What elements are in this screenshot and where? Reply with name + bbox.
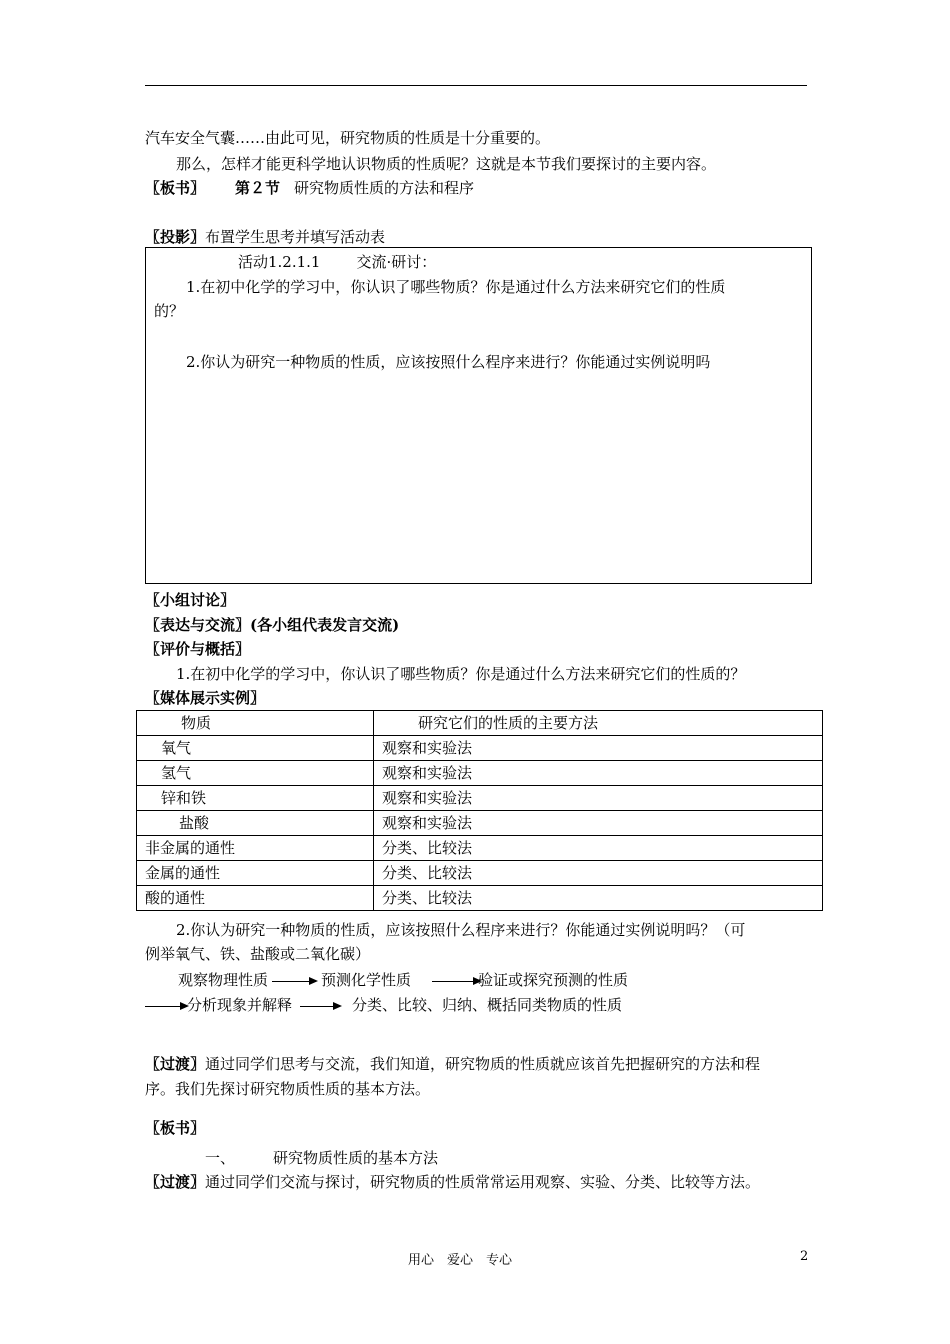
page-number: 2 (800, 1249, 809, 1264)
activity-type: 交流·研讨： (356, 253, 437, 271)
table-cell-method: 分类、比较法 (374, 836, 823, 861)
group-discussion-label: 〖小组讨论〗 (145, 591, 236, 609)
table-cell-substance: 氧气 (137, 736, 374, 761)
header-rule (145, 85, 807, 86)
table-cell-substance: 氢气 (137, 761, 374, 786)
table-row (137, 861, 823, 886)
methods-table (136, 710, 823, 911)
transition-text: 通过同学们思考与交流，我们知道，研究物质的性质就应该首先把握研究的方法和程 (205, 1055, 761, 1073)
table-cell-substance: 金属的通性 (137, 861, 374, 886)
table-cell-method: 分类、比较法 (374, 861, 823, 886)
intro-line-2: 那么，怎样才能更科学地认识物质的性质呢？这就是本节我们要探讨的主要内容。 (176, 155, 717, 173)
flow-step-analyze: 分析现象并解释 (187, 996, 293, 1014)
evaluation-label: 〖评价与概括〗 (145, 640, 251, 658)
flow-step-classify: 分类、比较、归纳、概括同类物质的性质 (352, 996, 623, 1014)
evaluation-question-2: 2.你认为研究一种物质的性质，应该按照什么程序来进行？你能通过实例说明吗？（可 (176, 921, 746, 939)
table-row (137, 786, 823, 811)
table-cell-substance: 非金属的通性 (137, 836, 374, 861)
flow-step-observe: 观察物理性质 (178, 971, 269, 989)
table-header-substance: 物质 (137, 711, 374, 736)
table-header-method: 研究它们的性质的主要方法 (374, 711, 823, 736)
media-label: 〖媒体展示实例〗 (145, 689, 266, 707)
table-row (137, 886, 823, 911)
evaluation-question-1: 1.在初中化学的学习中，你认识了哪些物质？你是通过什么方法来研究它们的性质的？ (176, 665, 746, 683)
projection-line (145, 227, 385, 247)
section-title: 研究物质性质的方法和程序 (294, 179, 475, 197)
flow-arrow-icon (145, 1006, 187, 1007)
section-number: 第２节 (235, 179, 281, 197)
expression-label: 〖表达与交流〗(各小组代表发言交流) (145, 616, 400, 634)
transition-tag: 〖过渡〗 (145, 1173, 206, 1191)
activity-question-1: 1.在初中化学的学习中，你认识了哪些物质？你是通过什么方法来研究它们的性质 (186, 278, 726, 296)
table-row (137, 836, 823, 861)
activity-id: 活动1.2.1.1 (238, 253, 321, 271)
table-cell-substance: 锌和铁 (137, 786, 374, 811)
footer-motto: 用心 爱心 专心 (408, 1253, 513, 1268)
transition-1-cont: 序。我们先探讨研究物质性质的基本方法。 (145, 1080, 431, 1098)
table-cell-substance: 酸的通性 (137, 886, 374, 911)
activity-header (238, 252, 436, 272)
flow-step-predict: 预测化学性质 (321, 971, 412, 989)
flow-arrow-icon (272, 981, 316, 982)
table-header-row (137, 711, 823, 736)
table-row (137, 811, 823, 836)
flow-step-verify: 验证或探究预测的性质 (478, 971, 629, 989)
board-heading-1 (145, 178, 474, 198)
flow-arrow-icon (432, 981, 480, 982)
table-cell-method: 观察和实验法 (374, 761, 823, 786)
heading-text: 研究物质性质的基本方法 (273, 1149, 439, 1167)
transition-1 (145, 1054, 760, 1074)
table-cell-method: 观察和实验法 (374, 736, 823, 761)
transition-2 (145, 1172, 760, 1192)
transition-text: 通过同学们交流与探讨，研究物质的性质常常运用观察、实验、分类、比较等方法。 (205, 1173, 761, 1191)
flow-arrow-icon (300, 1006, 340, 1007)
transition-tag: 〖过渡〗 (145, 1055, 206, 1073)
table-row (137, 761, 823, 786)
board-heading-2: 〖板书〗 (145, 1119, 206, 1137)
heading-number: 一、 (205, 1149, 236, 1167)
table-cell-method: 分类、比较法 (374, 886, 823, 911)
evaluation-question-2-cont: 例举氧气、铁、盐酸或二氧化碳） (145, 945, 371, 963)
table-cell-substance: 盐酸 (137, 811, 374, 836)
projection-text: 布置学生思考并填写活动表 (205, 228, 386, 246)
activity-question-1-cont: 的？ (154, 302, 185, 320)
projection-tag: 〖投影〗 (145, 228, 206, 246)
table-row (137, 736, 823, 761)
table-cell-method: 观察和实验法 (374, 811, 823, 836)
table-cell-method: 观察和实验法 (374, 786, 823, 811)
intro-line-1: 汽车安全气囊……由此可见，研究物质的性质是十分重要的。 (145, 129, 551, 147)
board-tag: 〖板书〗 (145, 179, 206, 197)
activity-box (145, 247, 812, 584)
activity-question-2: 2.你认为研究一种物质的性质，应该按照什么程序来进行？你能通过实例说明吗 (186, 353, 711, 371)
section-heading-1 (205, 1148, 438, 1168)
